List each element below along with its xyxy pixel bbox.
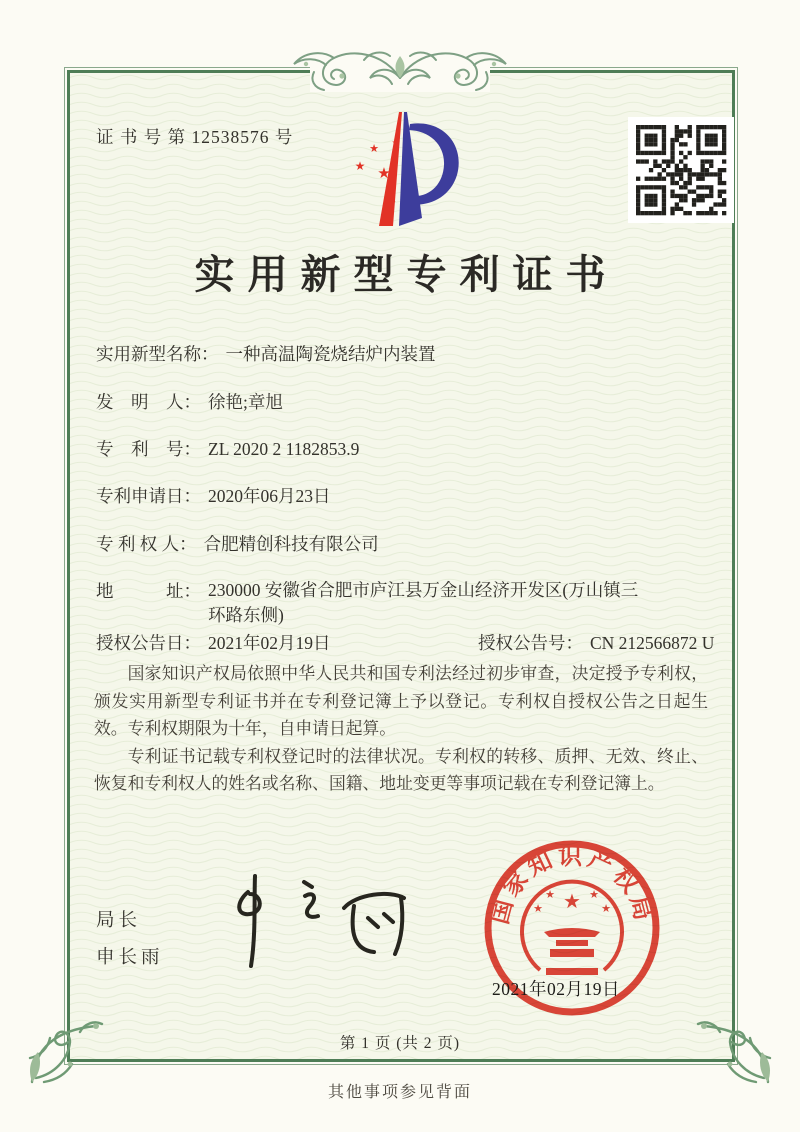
field-value: 2021年02月19日 [208,633,331,653]
field-patentee [96,531,379,556]
seal-agency-text: 国家知识产权局 [487,844,657,927]
svg-text:★: ★ [391,138,401,149]
bottom-left-corner-ornament [22,988,122,1088]
back-note: 其他事项参见背面 [327,1084,472,1101]
certificate-title: 实用新型专利证书 [194,252,619,297]
director-signature [208,870,426,978]
field-filing-date [96,483,331,508]
svg-text:★: ★ [533,902,543,915]
body-paragraph-2: 专利证书记载专利权登记时的法律状况。专利权的转移、质押、无效、终止、恢复和专利权人的姓名或名称、国籍、地址变更等事项记载在专利登记簿上。 [94,746,708,794]
director-name: 申长雨 [96,948,164,968]
svg-text:★: ★ [589,888,599,901]
field-label: 地 址： [96,581,201,601]
field-value: 一种高温陶瓷烧结炉内装置 [225,344,436,364]
svg-text:★: ★ [377,164,391,182]
national-emblem [522,882,622,975]
seal-date: 2021年02月19日 [492,979,620,999]
field-address [96,578,713,627]
field-value: 合肥精创科技有限公司 [203,534,379,554]
field-value: 230000 安徽省合肥市庐江县万金山经济开发区(万山镇三 环路东侧) [208,580,639,625]
qr-code [628,117,734,223]
certificate-number: 证 书 号 第 12538576 号 [96,127,294,147]
field-label: 授权公告日： [96,633,201,653]
field-label: 授权公告号： [478,633,583,653]
field-grant-date [96,630,331,655]
field-label: 专利申请日： [96,486,201,506]
legal-text [94,660,708,798]
svg-text:★: ★ [354,159,366,173]
top-flourish-ornament [280,38,520,100]
field-value: 徐艳;章旭 [208,392,283,412]
field-label: 实用新型名称： [96,344,219,364]
svg-text:★: ★ [601,902,611,915]
field-value: ZL 2020 2 1182853.9 [208,439,360,459]
field-utility-model-name [96,341,436,366]
director-title: 局长 [96,911,142,931]
svg-text:★: ★ [369,142,379,155]
svg-text:★: ★ [563,889,581,913]
field-grant-number [478,630,714,655]
svg-text:★: ★ [383,194,397,212]
body-paragraph-1: 国家知识产权局依照中华人民共和国专利法经过初步审查，决定授予专利权，颁发实用新型专利证书并在专利登记簿上予以登记。专利权自授权公告之日起生效。专利权期限为十年，自申请日起算。 [94,664,708,739]
bottom-right-corner-ornament [678,988,778,1088]
field-label: 专 利 号： [96,439,201,459]
cnipa-logo-icon [338,104,472,238]
svg-text:★: ★ [545,888,555,901]
field-patent-number [96,436,359,461]
page-indicator: 第 1 页 (共 2 页) [339,1035,461,1052]
svg-text:国家知识产权局 [486,843,658,927]
field-value: CN 212566872 U [590,633,715,653]
field-value: 2020年06月23日 [208,486,331,506]
field-label: 专 利 权 人： [96,534,197,554]
field-label: 发 明 人： [96,392,201,412]
field-inventor [96,389,283,414]
